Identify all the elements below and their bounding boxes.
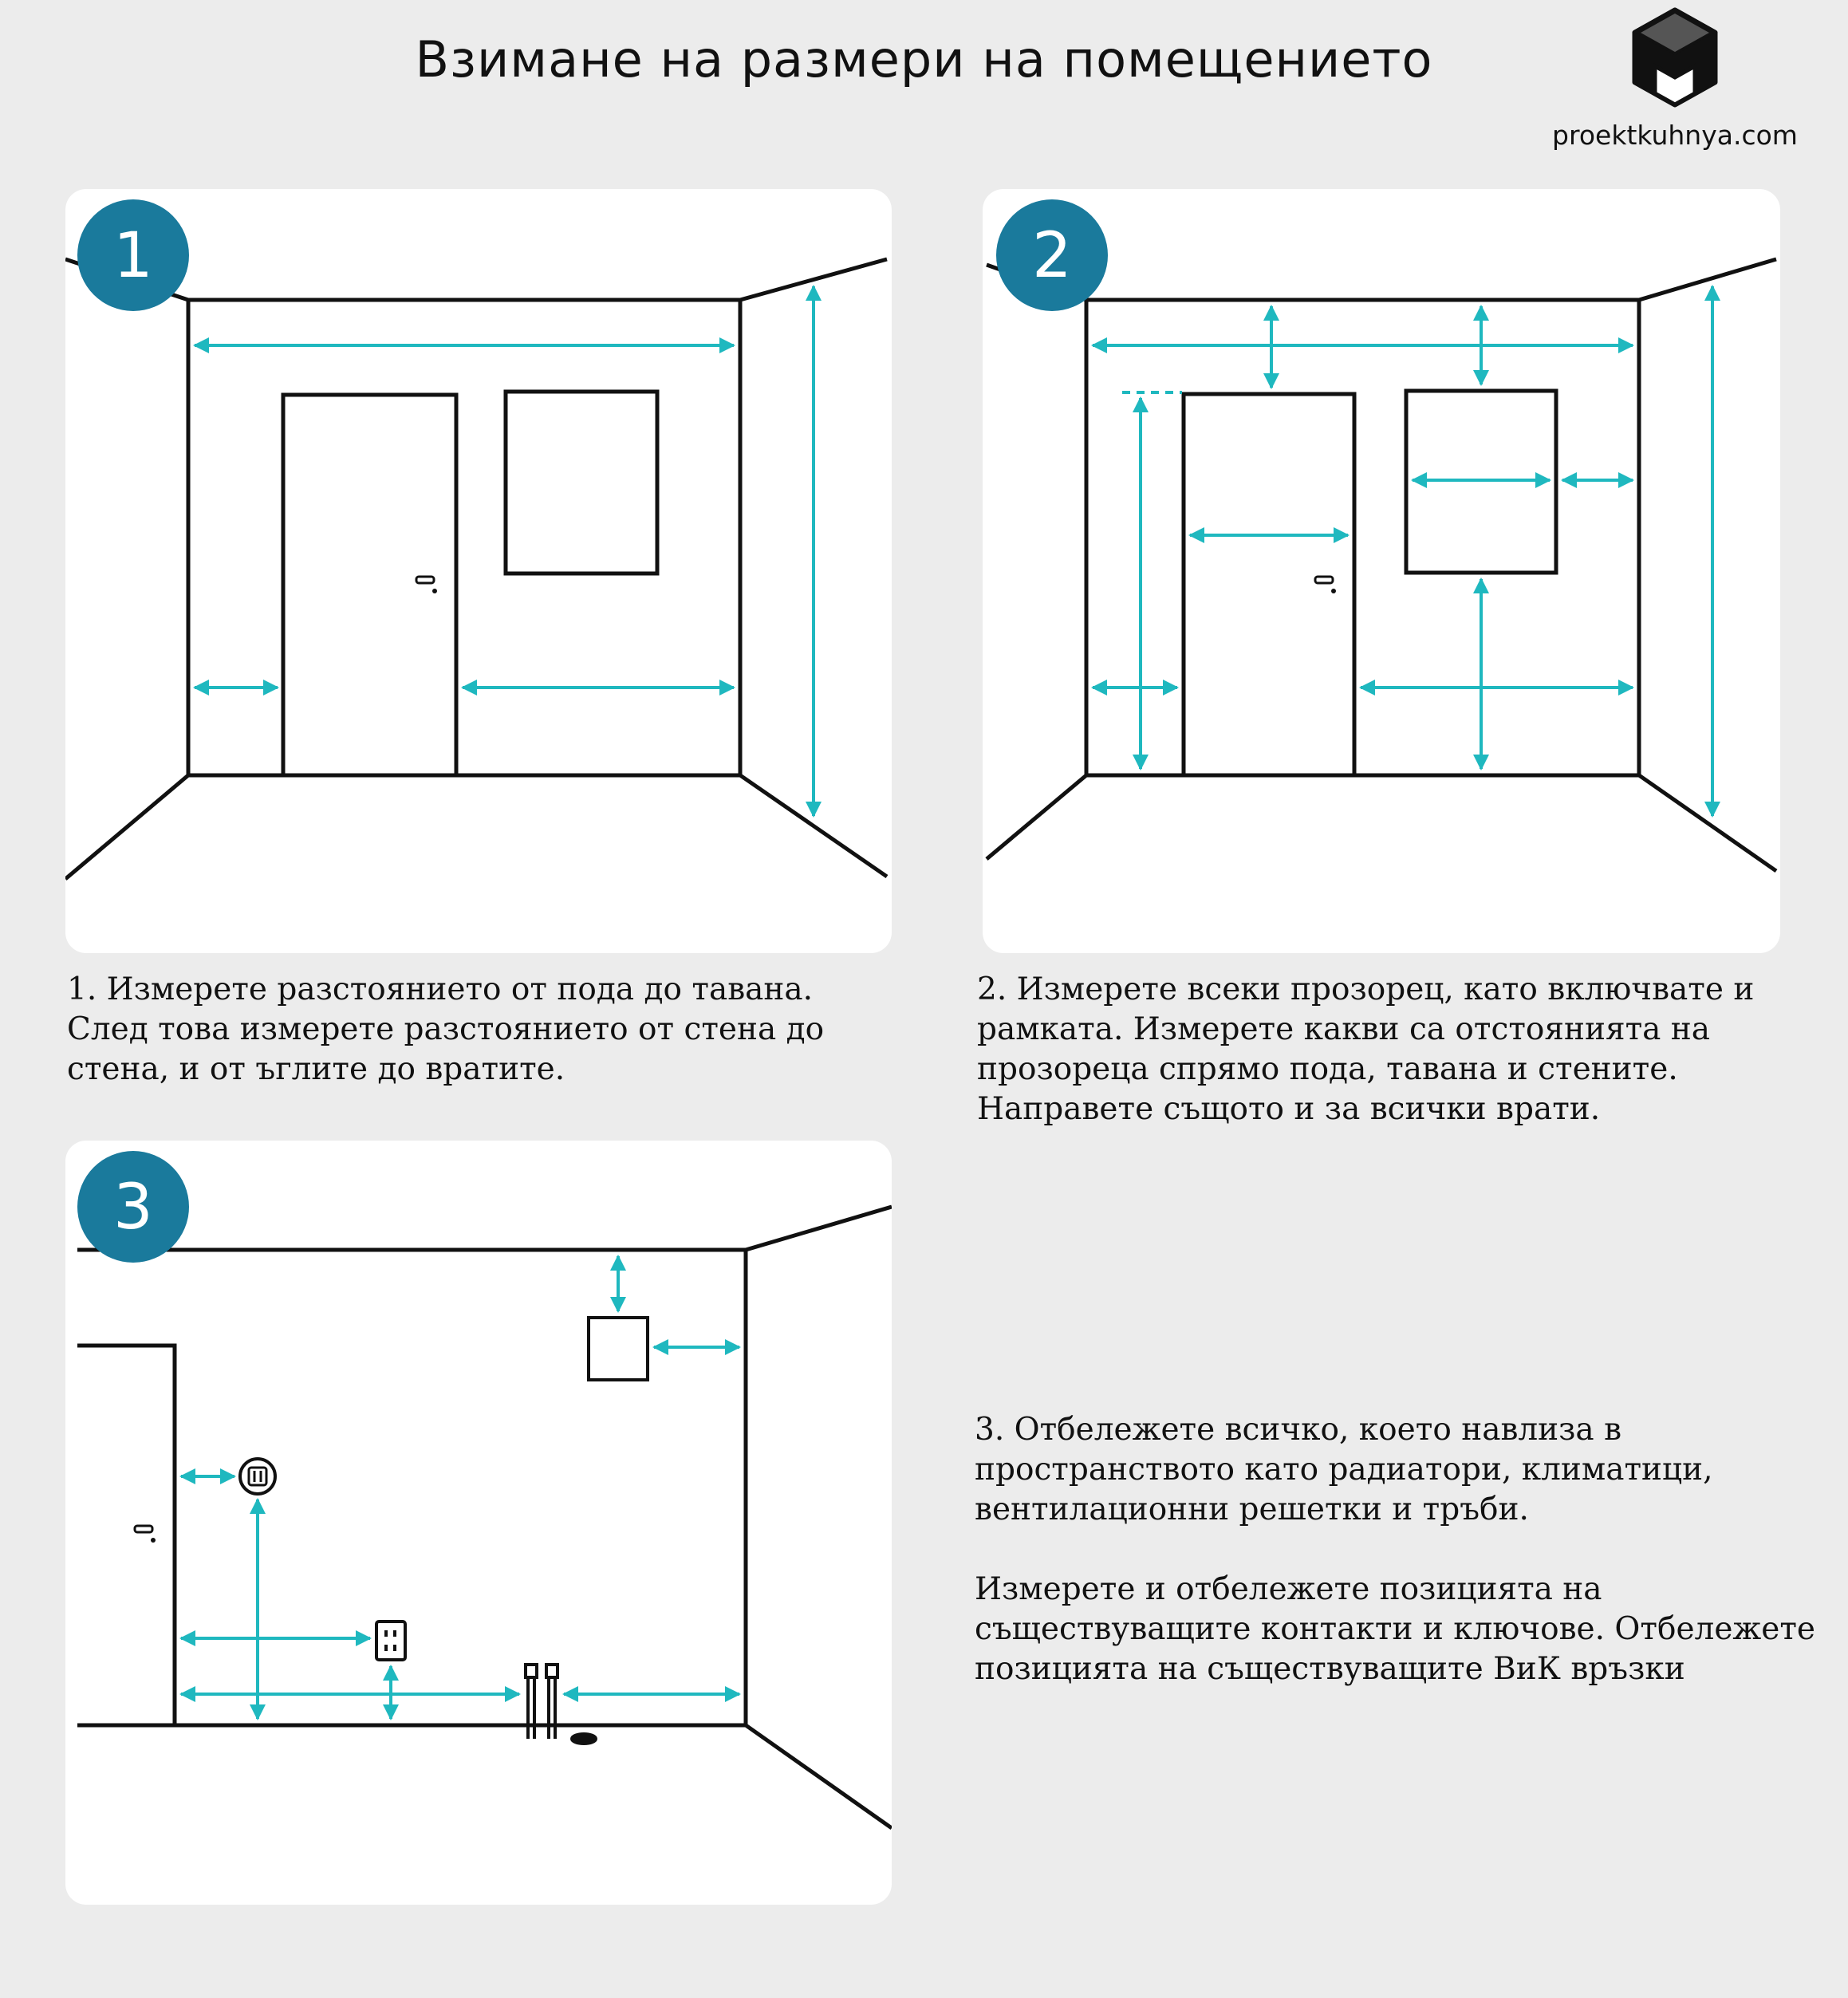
svg-text:2: 2 xyxy=(1032,220,1072,292)
step-1-room-diagram xyxy=(65,189,892,953)
step-3-caption xyxy=(975,1410,1832,1729)
step-1-caption xyxy=(67,970,896,1129)
door-handle-icon xyxy=(135,1526,156,1543)
step-3-room-diagram xyxy=(65,1141,892,1905)
wall-outlet-icon xyxy=(240,1459,275,1494)
vent-grille-icon xyxy=(589,1318,648,1380)
svg-text:1: 1 xyxy=(113,220,153,292)
water-pipes-icon xyxy=(526,1665,596,1744)
door-handle-icon xyxy=(416,577,437,593)
step-2-card xyxy=(983,189,1780,953)
step-3-card xyxy=(65,1141,892,1905)
website-label: proektkuhnya.com xyxy=(1552,120,1798,151)
step-3-paragraph-2: Измерете и отбележете позицията на съществуващите контакти и ключове. Отбележете позицията на съществуващите ВиК връзки xyxy=(975,1571,1816,1687)
door-handle-icon xyxy=(1315,577,1336,593)
wall-socket-icon xyxy=(376,1622,405,1660)
step-2-badge xyxy=(996,199,1108,311)
step-1-badge xyxy=(77,199,189,311)
step-3-paragraph-1: 3. Отбележете всичко, което навлиза в пространството като радиатори, климатици, вентилационни решетки и тръби. xyxy=(975,1412,1713,1527)
svg-text:3: 3 xyxy=(113,1172,153,1243)
step-2-text: 2. Измерете всеки прозорец, като включвате и рамката. Измерете какви са отстоянията на прозореца спрямо пода, тавана и стените. Направете същото и за всички врати. xyxy=(977,971,1755,1127)
step-1-text: 1. Измерете разстоянието от пода до тавана. След това измерете разстоянието от стена до стена, и от ъглите до вратите. xyxy=(67,971,825,1087)
step-3-badge xyxy=(77,1151,189,1263)
step-1-card xyxy=(65,189,892,953)
page-title: Взимане на размери на помещението xyxy=(415,30,1433,89)
step-2-caption xyxy=(977,970,1791,1169)
step-2-room-diagram xyxy=(983,189,1780,953)
isometric-cube-logo-icon xyxy=(1627,6,1723,110)
